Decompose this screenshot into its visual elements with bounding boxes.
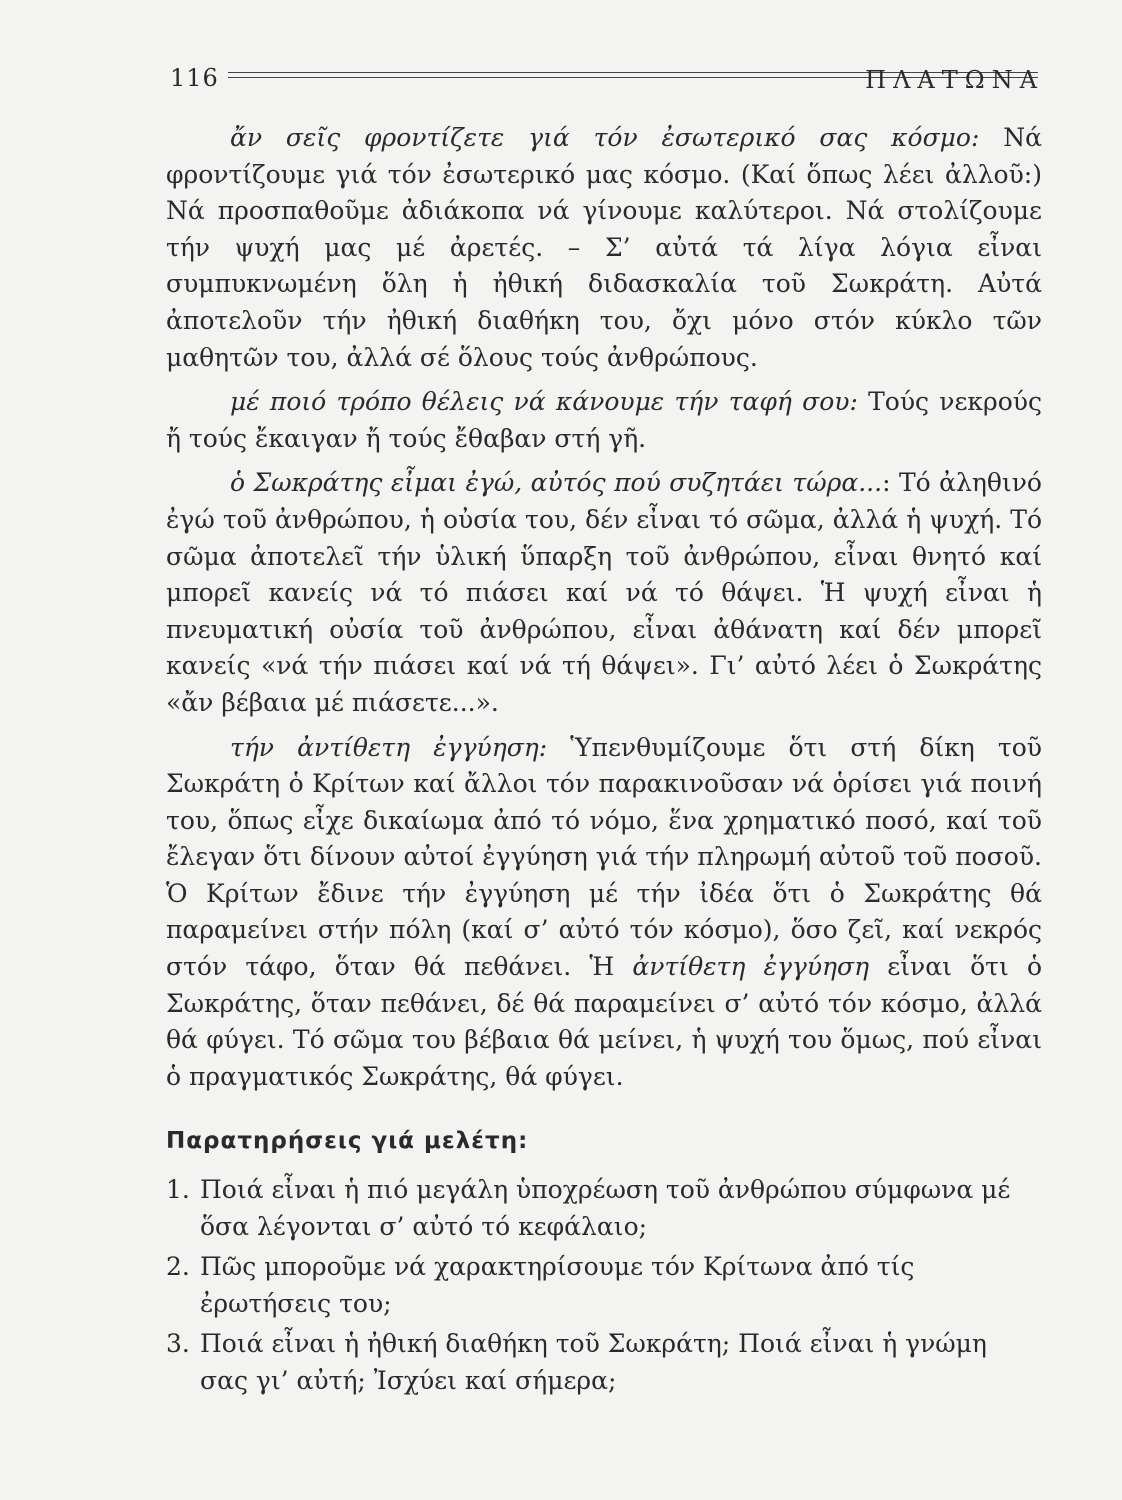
paragraph-text: Τούς νεκρούς ἤ τούς ἔκαιγαν ἤ τούς ἔθαβαν στή γῆ. [166, 387, 1042, 453]
question-text: Ποιά εἶναι ἡ πιό μεγάλη ὑποχρέωση τοῦ ἀνθρώπου σύμφωνα μέ ὅσα λέγονται σ’ αὐτό τό κεφάλαιο; [200, 1175, 1011, 1241]
commentary-paragraph [166, 730, 1042, 1096]
commentary-paragraph [166, 120, 1042, 376]
question-text: Πῶς μποροῦμε νά χαρακτηρίσουμε τόν Κρίτωνα ἀπό τίς ἐρωτήσεις του; [200, 1252, 915, 1318]
question-number: 3. [166, 1329, 190, 1359]
paragraph-text: Νά φροντίζουμε γιά τόν ἐσωτερικό μας κόσμο. (Καί ὅπως λέει ἀλλοῦ:) Νά προσπαθοῦμε ἀδιάκοπα νά γίνουμε καλύτεροι. Νά στολίζουμε τήν ψυχή μας μέ ἀρετές. – Σ’ αὐτά τά λίγα λόγια εἶναι συμπυκνωμένη ὅλη ἡ ἠθική διδασκαλία τοῦ Σωκράτη. Αὐτά ἀποτελοῦν τήν ἠθική διαθήκη του, ὄχι μόνο στόν κύκλο τῶν μαθητῶν του, ἀλλά σέ ὅλους τούς ἀνθρώπους. [166, 123, 1042, 372]
paragraph-lemma: τήν ἀντίθετη ἐγγύηση: [230, 732, 548, 762]
question-number: 2. [166, 1252, 190, 1282]
page-number: 116 [170, 64, 219, 92]
study-question [166, 1326, 1042, 1399]
question-text: Ποιά εἶναι ἡ ἠθική διαθήκη τοῦ Σωκράτη; Ποιά εἶναι ἡ γνώμη σας γι’ αὐτή; Ἰσχύει καί σήμερα; [200, 1329, 987, 1395]
commentary-paragraph [166, 384, 1042, 457]
study-question [166, 1249, 1042, 1322]
paragraph-text: : Τό ἀληθινό ἐγώ τοῦ ἀνθρώπου, ἡ οὐσία του, δέν εἶναι τό σῶμα, ἀλλά ἡ ψυχή. Τό σῶμα ἀποτελεῖ τήν ὑλική ὕπαρξη τοῦ ἀνθρώπου, εἶναι θνητό καί μπορεῖ κανείς νά τό πιάσει καί νά τό θάψει. Ἡ ψυχή εἶναι ἡ πνευματική οὐσία τοῦ ἀνθρώπου, εἶναι ἀθάνατη καί δέν μπορεῖ κανείς «νά τήν πιάσει καί νά τή θάψει». Γι’ αὐτό λέει ὁ Σωκράτης «ἄν βέβαια μέ πιάσετε...». [166, 468, 1042, 717]
paragraph-lemma: ἄν σεῖς φροντίζετε γιά τόν ἐσωτερικό σας κόσμο: [230, 123, 980, 152]
study-questions-list [166, 1172, 1042, 1400]
paragraph-lemma: ὁ Σωκράτης εἶμαι ἐγώ, αὐτός πού συζητάει τώρα... [230, 468, 883, 498]
page-body [166, 120, 1042, 1404]
study-question [166, 1172, 1042, 1245]
commentary-paragraph [166, 465, 1042, 721]
paragraph-text: εἶναι ὅτι ὁ Σωκράτης, ὅταν πεθάνει, δέ θά παραμείνει σ’ αὐτό τόν κόσμο, ἀλλά θά φύγει. Τό σῶμα του βέβαια θά μείνει, ἡ ψυχή του ὅμως, πού εἶναι ὁ πραγματικός Σωκράτης, θά φύγει. [166, 952, 1042, 1091]
paragraph-text: Ὑπενθυμίζουμε ὅτι στή δίκη τοῦ Σωκράτη ὁ Κρίτων καί ἄλλοι τόν παρακινοῦσαν νά ὁρίσει γιά ποινή του, ὅπως εἶχε δικαίωμα ἀπό τό νόμο, ἕνα χρηματικό ποσό, καί τοῦ ἔλεγαν ὅτι δίνουν αὐτοί ἐγγύηση γιά τήν πληρωμή αὐτοῦ τοῦ ποσοῦ. Ὁ Κρίτων ἔδινε τήν ἐγγύηση μέ τήν ἰδέα ὅτι ὁ Σωκράτης θά παραμείνει στήν πόλη (καί σ’ αὐτό τόν κόσμο), ὅσο ζεῖ, καί νεκρός στόν τάφο, ὅταν θά πεθάνει. Ἡ [166, 732, 1042, 982]
running-title: ΠΛΑΤΩΝΑ [865, 66, 1044, 94]
paragraph-italic-phrase: ἀντίθετη ἐγγύηση [632, 952, 870, 982]
paragraph-lemma: μέ ποιό τρόπο θέλεις νά κάνουμε τήν ταφή σου: [230, 387, 858, 417]
study-notes-title: Παρατηρήσεις γιά μελέτη: [166, 1128, 529, 1155]
question-number: 1. [166, 1175, 190, 1205]
page-header [170, 62, 1044, 102]
